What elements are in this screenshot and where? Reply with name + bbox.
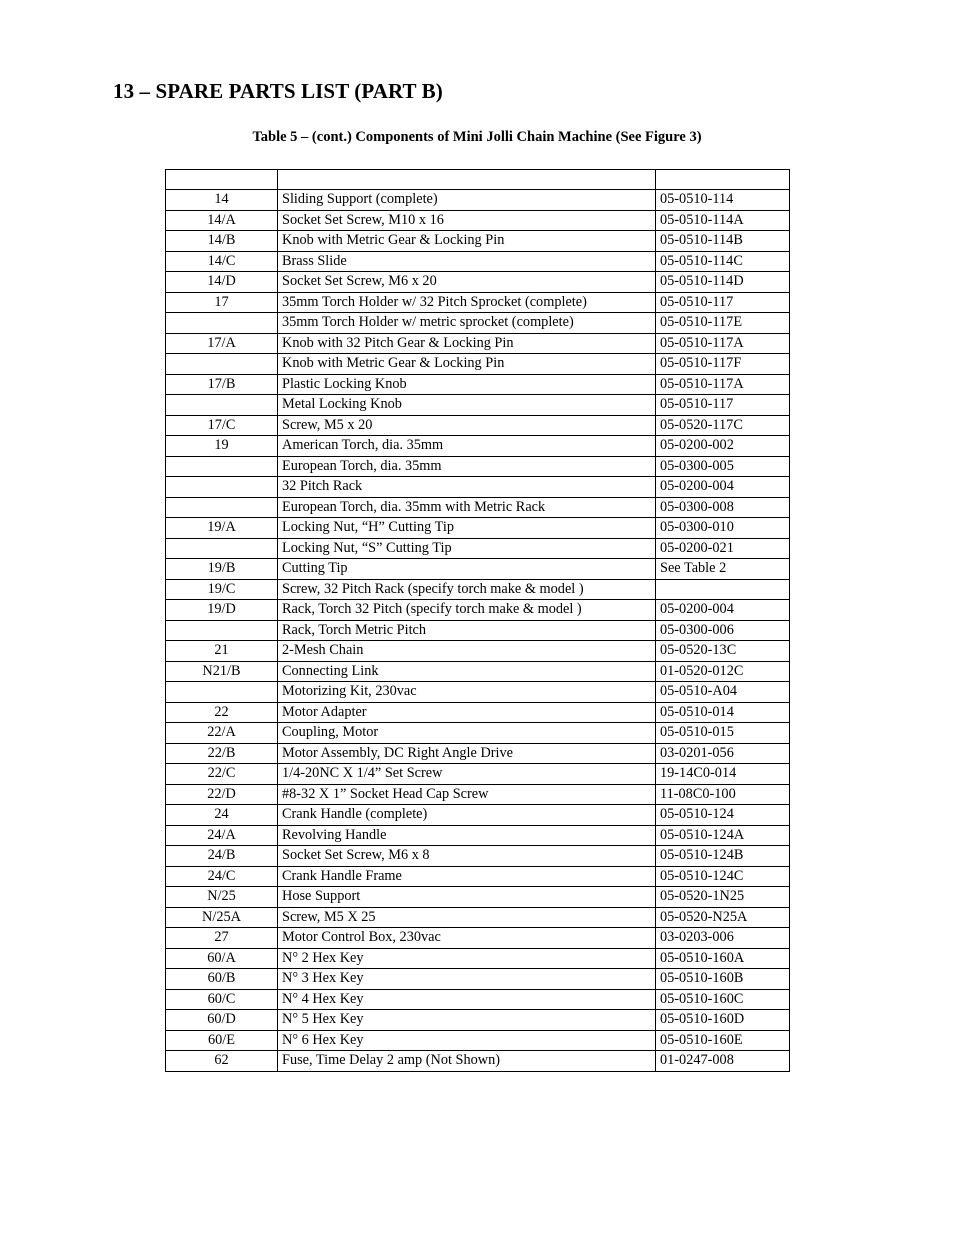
item-cell: 22/D xyxy=(166,784,278,805)
part-number-cell: 05-0510-114D xyxy=(656,272,790,293)
part-number-cell: 05-0520-1N25 xyxy=(656,887,790,908)
table-row xyxy=(166,395,790,416)
item-cell: 24 xyxy=(166,805,278,826)
part-number-cell: 05-0510-160C xyxy=(656,989,790,1010)
part-number-cell: 05-0200-004 xyxy=(656,600,790,621)
part-number-cell: 05-0300-006 xyxy=(656,620,790,641)
description-cell: Hose Support xyxy=(278,887,656,908)
part-number-cell: 01-0247-008 xyxy=(656,1051,790,1072)
table-row xyxy=(166,559,790,580)
description-cell: Screw, 32 Pitch Rack (specify torch make & model ) xyxy=(278,579,656,600)
table-row xyxy=(166,702,790,723)
table-row xyxy=(166,579,790,600)
item-cell: 19/A xyxy=(166,518,278,539)
item-cell xyxy=(166,354,278,375)
part-number-cell: 05-0510-A04 xyxy=(656,682,790,703)
description-cell: Motorizing Kit, 230vac xyxy=(278,682,656,703)
table-row xyxy=(166,436,790,457)
part-number-cell: 05-0510-114C xyxy=(656,251,790,272)
part-number-cell: 05-0510-160E xyxy=(656,1030,790,1051)
description-cell: Cutting Tip xyxy=(278,559,656,580)
item-cell: 60/A xyxy=(166,948,278,969)
item-cell xyxy=(166,682,278,703)
part-number-cell: 05-0510-117E xyxy=(656,313,790,334)
part-number-cell: 05-0510-114 xyxy=(656,190,790,211)
part-number-cell: 05-0510-117 xyxy=(656,292,790,313)
item-cell: 24/B xyxy=(166,846,278,867)
item-cell: 60/B xyxy=(166,969,278,990)
item-cell: 60/C xyxy=(166,989,278,1010)
description-cell: Screw, M5 x 20 xyxy=(278,415,656,436)
spare-parts-table-body xyxy=(166,170,790,1072)
item-cell: 24/C xyxy=(166,866,278,887)
part-number-cell: 05-0510-124C xyxy=(656,866,790,887)
description-cell: N° 3 Hex Key xyxy=(278,969,656,990)
part-number-cell: 01-0520-012C xyxy=(656,661,790,682)
item-cell: 21 xyxy=(166,641,278,662)
item-cell: 14 xyxy=(166,190,278,211)
table-row xyxy=(166,661,790,682)
table-row xyxy=(166,333,790,354)
description-cell: 1/4-20NC X 1/4” Set Screw xyxy=(278,764,656,785)
part-number-cell: 03-0201-056 xyxy=(656,743,790,764)
table-row xyxy=(166,292,790,313)
table-row xyxy=(166,272,790,293)
description-cell: Rack, Torch Metric Pitch xyxy=(278,620,656,641)
table-row xyxy=(166,210,790,231)
item-cell: 14/C xyxy=(166,251,278,272)
part-number-cell: 05-0300-010 xyxy=(656,518,790,539)
item-cell xyxy=(166,497,278,518)
description-cell: Motor Assembly, DC Right Angle Drive xyxy=(278,743,656,764)
table-row xyxy=(166,1051,790,1072)
table-row xyxy=(166,415,790,436)
part-number-cell: 05-0510-117A xyxy=(656,333,790,354)
header-cell-item xyxy=(166,170,278,190)
item-cell: N21/B xyxy=(166,661,278,682)
table-row xyxy=(166,805,790,826)
item-cell: 19/B xyxy=(166,559,278,580)
item-cell: 17/B xyxy=(166,374,278,395)
item-cell: 27 xyxy=(166,928,278,949)
description-cell: Crank Handle (complete) xyxy=(278,805,656,826)
description-cell: Fuse, Time Delay 2 amp (Not Shown) xyxy=(278,1051,656,1072)
header-cell-part-number xyxy=(656,170,790,190)
part-number-cell: 05-0510-160A xyxy=(656,948,790,969)
description-cell: N° 6 Hex Key xyxy=(278,1030,656,1051)
table-caption: Table 5 – (cont.) Components of Mini Jolli Chain Machine (See Figure 3) xyxy=(252,129,702,145)
part-number-cell: 05-0200-004 xyxy=(656,477,790,498)
part-number-cell: 05-0300-008 xyxy=(656,497,790,518)
description-cell: Motor Control Box, 230vac xyxy=(278,928,656,949)
item-cell: 19/D xyxy=(166,600,278,621)
item-cell: 60/D xyxy=(166,1010,278,1031)
description-cell: Revolving Handle xyxy=(278,825,656,846)
item-cell: 24/A xyxy=(166,825,278,846)
part-number-cell: 03-0203-006 xyxy=(656,928,790,949)
description-cell: Rack, Torch 32 Pitch (specify torch make & model ) xyxy=(278,600,656,621)
description-cell: Brass Slide xyxy=(278,251,656,272)
item-cell: N/25A xyxy=(166,907,278,928)
part-number-cell: 05-0510-117 xyxy=(656,395,790,416)
description-cell: N° 2 Hex Key xyxy=(278,948,656,969)
description-cell: Plastic Locking Knob xyxy=(278,374,656,395)
description-cell: Sliding Support (complete) xyxy=(278,190,656,211)
table-row xyxy=(166,866,790,887)
item-cell: 14/D xyxy=(166,272,278,293)
description-cell: 32 Pitch Rack xyxy=(278,477,656,498)
description-cell: N° 5 Hex Key xyxy=(278,1010,656,1031)
description-cell: Screw, M5 X 25 xyxy=(278,907,656,928)
description-cell: Knob with 32 Pitch Gear & Locking Pin xyxy=(278,333,656,354)
table-row xyxy=(166,497,790,518)
part-number-cell: 05-0510-160B xyxy=(656,969,790,990)
table-row xyxy=(166,231,790,252)
description-cell: N° 4 Hex Key xyxy=(278,989,656,1010)
part-number-cell: 05-0510-160D xyxy=(656,1010,790,1031)
spare-parts-table xyxy=(165,169,790,1072)
table-row xyxy=(166,354,790,375)
table-row xyxy=(166,764,790,785)
item-cell: 14/B xyxy=(166,231,278,252)
item-cell: 17/A xyxy=(166,333,278,354)
table-row xyxy=(166,948,790,969)
table-row xyxy=(166,538,790,559)
section-title: 13 – SPARE PARTS LIST (PART B) xyxy=(113,79,443,103)
part-number-cell: 05-0510-114B xyxy=(656,231,790,252)
table-header-row xyxy=(166,170,790,190)
table-row xyxy=(166,620,790,641)
description-cell: Locking Nut, “H” Cutting Tip xyxy=(278,518,656,539)
item-cell xyxy=(166,620,278,641)
table-row xyxy=(166,846,790,867)
table-row xyxy=(166,784,790,805)
part-number-cell: 19-14C0-014 xyxy=(656,764,790,785)
description-cell: American Torch, dia. 35mm xyxy=(278,436,656,457)
item-cell: 19 xyxy=(166,436,278,457)
part-number-cell: 05-0510-124A xyxy=(656,825,790,846)
item-cell xyxy=(166,456,278,477)
table-row xyxy=(166,313,790,334)
table-row xyxy=(166,723,790,744)
item-cell: 60/E xyxy=(166,1030,278,1051)
part-number-cell: 05-0200-002 xyxy=(656,436,790,457)
table-row xyxy=(166,743,790,764)
table-row xyxy=(166,989,790,1010)
item-cell: 14/A xyxy=(166,210,278,231)
table-row xyxy=(166,887,790,908)
part-number-cell: 05-0510-114A xyxy=(656,210,790,231)
part-number-cell: 05-0510-015 xyxy=(656,723,790,744)
item-cell: 22/C xyxy=(166,764,278,785)
item-cell xyxy=(166,477,278,498)
description-cell: 35mm Torch Holder w/ 32 Pitch Sprocket (complete) xyxy=(278,292,656,313)
part-number-cell: 05-0510-117F xyxy=(656,354,790,375)
table-row xyxy=(166,825,790,846)
item-cell: 17 xyxy=(166,292,278,313)
description-cell: 35mm Torch Holder w/ metric sprocket (complete) xyxy=(278,313,656,334)
table-row xyxy=(166,907,790,928)
table-row xyxy=(166,190,790,211)
table-row xyxy=(166,251,790,272)
item-cell xyxy=(166,538,278,559)
table-row xyxy=(166,682,790,703)
part-number-cell: See Table 2 xyxy=(656,559,790,580)
part-number-cell: 05-0510-124 xyxy=(656,805,790,826)
part-number-cell: 11-08C0-100 xyxy=(656,784,790,805)
item-cell xyxy=(166,313,278,334)
description-cell: Crank Handle Frame xyxy=(278,866,656,887)
table-row xyxy=(166,518,790,539)
description-cell: European Torch, dia. 35mm with Metric Rack xyxy=(278,497,656,518)
part-number-cell xyxy=(656,579,790,600)
item-cell: 19/C xyxy=(166,579,278,600)
item-cell: 22 xyxy=(166,702,278,723)
table-row xyxy=(166,1030,790,1051)
item-cell: N/25 xyxy=(166,887,278,908)
description-cell: Socket Set Screw, M6 x 8 xyxy=(278,846,656,867)
item-cell: 22/B xyxy=(166,743,278,764)
part-number-cell: 05-0510-014 xyxy=(656,702,790,723)
part-number-cell: 05-0510-117A xyxy=(656,374,790,395)
description-cell: Socket Set Screw, M10 x 16 xyxy=(278,210,656,231)
description-cell: Metal Locking Knob xyxy=(278,395,656,416)
description-cell: Knob with Metric Gear & Locking Pin xyxy=(278,354,656,375)
table-row xyxy=(166,477,790,498)
description-cell: Socket Set Screw, M6 x 20 xyxy=(278,272,656,293)
item-cell: 17/C xyxy=(166,415,278,436)
part-number-cell: 05-0300-005 xyxy=(656,456,790,477)
table-row xyxy=(166,456,790,477)
table-row xyxy=(166,600,790,621)
item-cell: 62 xyxy=(166,1051,278,1072)
part-number-cell: 05-0520-N25A xyxy=(656,907,790,928)
description-cell: European Torch, dia. 35mm xyxy=(278,456,656,477)
description-cell: Locking Nut, “S” Cutting Tip xyxy=(278,538,656,559)
item-cell xyxy=(166,395,278,416)
table-row xyxy=(166,969,790,990)
table-row xyxy=(166,928,790,949)
description-cell: Connecting Link xyxy=(278,661,656,682)
description-cell: #8-32 X 1” Socket Head Cap Screw xyxy=(278,784,656,805)
part-number-cell: 05-0200-021 xyxy=(656,538,790,559)
header-cell-description xyxy=(278,170,656,190)
part-number-cell: 05-0520-13C xyxy=(656,641,790,662)
part-number-cell: 05-0510-124B xyxy=(656,846,790,867)
table-row xyxy=(166,641,790,662)
description-cell: Knob with Metric Gear & Locking Pin xyxy=(278,231,656,252)
description-cell: Motor Adapter xyxy=(278,702,656,723)
part-number-cell: 05-0520-117C xyxy=(656,415,790,436)
description-cell: 2-Mesh Chain xyxy=(278,641,656,662)
item-cell: 22/A xyxy=(166,723,278,744)
table-row xyxy=(166,1010,790,1031)
description-cell: Coupling, Motor xyxy=(278,723,656,744)
table-row xyxy=(166,374,790,395)
